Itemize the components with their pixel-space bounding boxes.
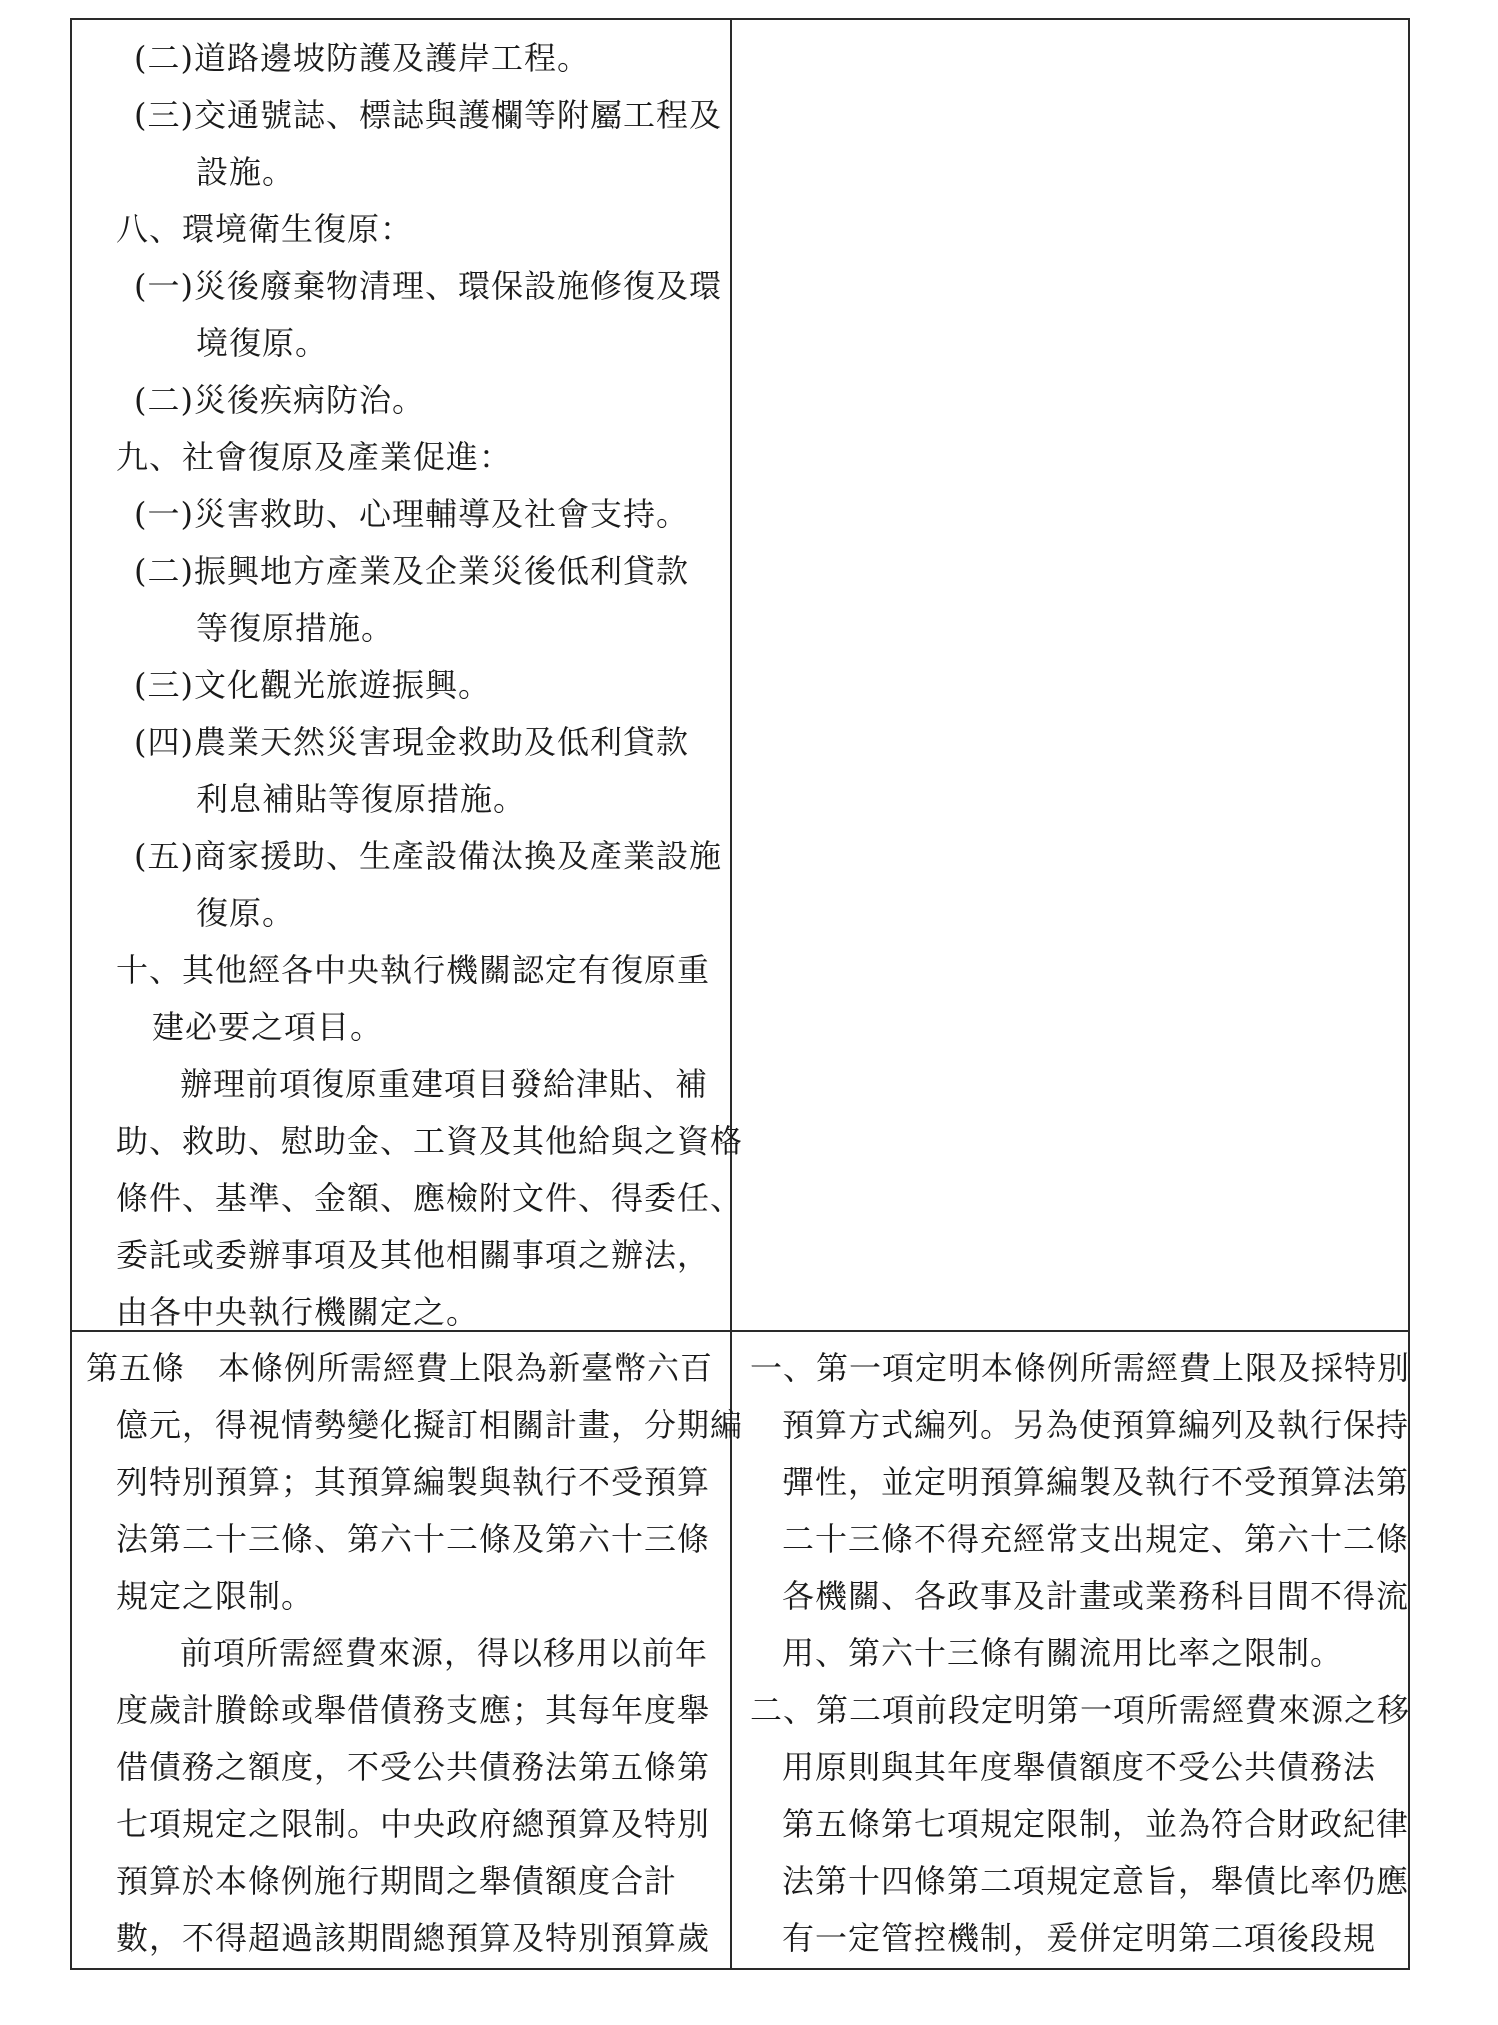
text-line: (三)文化觀光旅遊振興。 bbox=[134, 666, 491, 704]
text-line: 二、第二項前段定明第一項所需經費來源之移 bbox=[750, 1691, 1411, 1729]
text-line: 前項所需經費來源，得以移用以前年 bbox=[180, 1634, 709, 1672]
text-line: 復原。 bbox=[196, 894, 296, 932]
text-line: (四)農業天然災害現金救助及低利貸款 bbox=[134, 723, 689, 761]
text-line: 建必要之項目。 bbox=[152, 1008, 384, 1046]
text-line: 法第十四條第二項規定意旨，舉債比率仍應 bbox=[782, 1862, 1410, 1900]
text-line: (一)災害救助、心理輔導及社會支持。 bbox=[134, 495, 689, 533]
text-line: (二)道路邊坡防護及護岸工程。 bbox=[134, 39, 590, 77]
text-line: (五)商家援助、生產設備汰換及產業設施 bbox=[134, 837, 722, 875]
text-line: 第五條第七項規定限制，並為符合財政紀律 bbox=[782, 1805, 1410, 1843]
text-line: 用原則與其年度舉債額度不受公共債務法 bbox=[782, 1748, 1377, 1786]
text-line: 預算方式編列。另為使預算編列及執行保持 bbox=[782, 1406, 1410, 1444]
text-line: 助、救助、慰助金、工資及其他給與之資格 bbox=[116, 1122, 744, 1160]
text-line: 委託或委辦事項及其他相關事項之辦法， bbox=[116, 1236, 711, 1274]
text-line: 二十三條不得充經常支出規定、第六十二條 bbox=[782, 1520, 1410, 1558]
text-line: 規定之限制。 bbox=[116, 1577, 315, 1615]
text-line: (二)災後疾病防治。 bbox=[134, 381, 425, 419]
text-line: 億元，得視情勢變化擬訂相關計畫，分期編 bbox=[116, 1406, 744, 1444]
text-line: 有一定管控機制，爰併定明第二項後段規 bbox=[782, 1919, 1377, 1957]
text-line: (一)災後廢棄物清理、環保設施修復及環 bbox=[134, 267, 722, 305]
text-line: 用、第六十三條有關流用比率之限制。 bbox=[782, 1634, 1344, 1672]
text-line: 八、環境衛生復原： bbox=[116, 210, 414, 248]
text-line: 等復原措施。 bbox=[196, 609, 395, 647]
text-line: 各機關、各政事及計畫或業務科目間不得流 bbox=[782, 1577, 1410, 1615]
text-line: 十、其他經各中央執行機關認定有復原重 bbox=[116, 951, 711, 989]
text-line: (二)振興地方產業及企業災後低利貸款 bbox=[134, 552, 689, 590]
text-line: 由各中央執行機關定之。 bbox=[116, 1293, 480, 1331]
text-line: 一、第一項定明本條例所需經費上限及採特別 bbox=[750, 1349, 1411, 1387]
text-line: 第五條 本條例所需經費上限為新臺幣六百 bbox=[86, 1349, 714, 1387]
text-line: 彈性，並定明預算編製及執行不受預算法第 bbox=[782, 1463, 1410, 1501]
text-line: 借債務之額度，不受公共債務法第五條第 bbox=[116, 1748, 711, 1786]
text-line: 九、社會復原及產業促進： bbox=[116, 438, 513, 476]
text-line: (三)交通號誌、標誌與護欄等附屬工程及 bbox=[134, 96, 722, 134]
text-line: 境復原。 bbox=[196, 324, 329, 362]
column-divider bbox=[730, 20, 732, 1968]
text-line: 法第二十三條、第六十二條及第六十三條 bbox=[116, 1520, 711, 1558]
text-line: 列特別預算；其預算編製與執行不受預算 bbox=[116, 1463, 711, 1501]
text-line: 辦理前項復原重建項目發給津貼、補 bbox=[180, 1065, 709, 1103]
text-line: 條件、基準、金額、應檢附文件、得委任、 bbox=[116, 1179, 744, 1217]
text-line: 預算於本條例施行期間之舉債額度合計 bbox=[116, 1862, 678, 1900]
text-line: 利息補貼等復原措施。 bbox=[196, 780, 527, 818]
text-line: 度歲計賸餘或舉借債務支應；其每年度舉 bbox=[116, 1691, 711, 1729]
text-line: 數，不得超過該期間總預算及特別預算歲 bbox=[116, 1919, 711, 1957]
text-line: 設施。 bbox=[196, 153, 296, 191]
document-table bbox=[70, 18, 1410, 1970]
text-line: 七項規定之限制。中央政府總預算及特別 bbox=[116, 1805, 711, 1843]
